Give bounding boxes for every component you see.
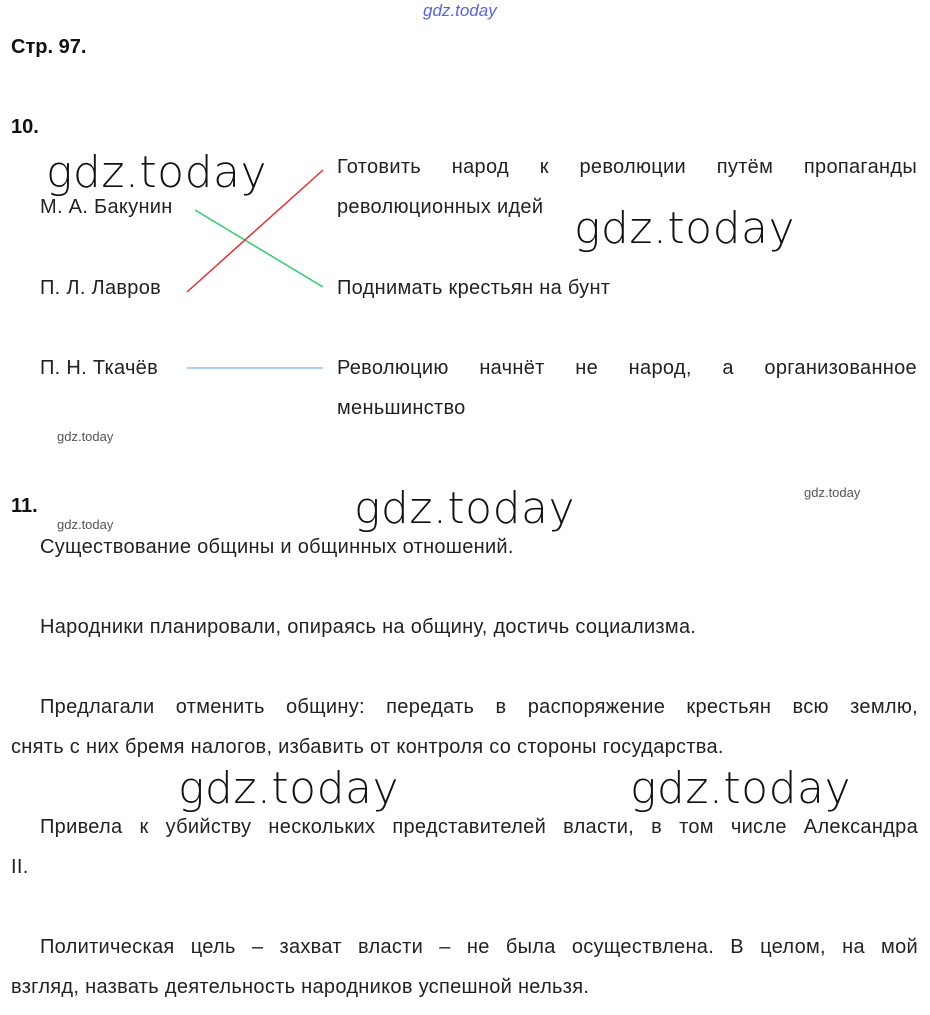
task-10-number: 10. — [11, 116, 39, 138]
task-11-number: 11. — [11, 495, 38, 517]
watermark-top: gdz.today — [423, 1, 497, 20]
idea-propaganda-line2: революционных идей — [337, 196, 544, 218]
idea-minority-line2: меньшинство — [337, 397, 466, 417]
page-label: Стр. 97. — [11, 36, 87, 58]
idea-propaganda-line1: Готовить народ к революции путём пропаганды — [337, 156, 917, 178]
watermark-small: gdz.today — [804, 485, 861, 500]
watermark: gdz.today — [574, 203, 796, 254]
match-line-bakunin — [195, 210, 323, 287]
watermark: gdz.today — [354, 483, 576, 534]
answer-2: Народники планировали, опираясь на общину, достичь социализма. — [40, 616, 697, 638]
idea-revolt: Поднимать крестьян на бунт — [337, 277, 611, 299]
watermark: gdz.today — [46, 147, 268, 198]
answer-3-line1: Предлагали отменить общину: передать в распоряжение крестьян всю землю, — [40, 696, 918, 718]
match-line-lavrov — [187, 170, 323, 292]
answer-5-line1: Политическая цель – захват власти – не была осуществлена. В целом, на мой — [40, 936, 918, 958]
watermark: gdz.today — [178, 763, 400, 814]
name-lavrov: П. Л. Лавров — [40, 277, 162, 299]
watermark: gdz.today — [630, 763, 852, 814]
answer-4-line1: Привела к убийству нескольких представителей власти, в том числе Александра — [40, 816, 918, 838]
idea-minority-line1: Революцию начнёт не народ, а организованное — [337, 357, 917, 379]
answer-3-line2: снять с них бремя налогов, избавить от контроля со стороны государства. — [11, 736, 724, 758]
watermark-small: gdz.today — [57, 429, 114, 444]
name-tkachev: П. Н. Ткачёв — [40, 357, 159, 379]
answer-5-line2: взгляд, назвать деятельность народников успешной нельзя. — [11, 976, 590, 998]
answer-1: Существование общины и общинных отношений. — [40, 536, 514, 558]
watermark-small: gdz.today — [57, 517, 114, 532]
name-bakunin: М. А. Бакунин — [40, 196, 173, 218]
answer-4-line2: II. — [11, 856, 29, 878]
